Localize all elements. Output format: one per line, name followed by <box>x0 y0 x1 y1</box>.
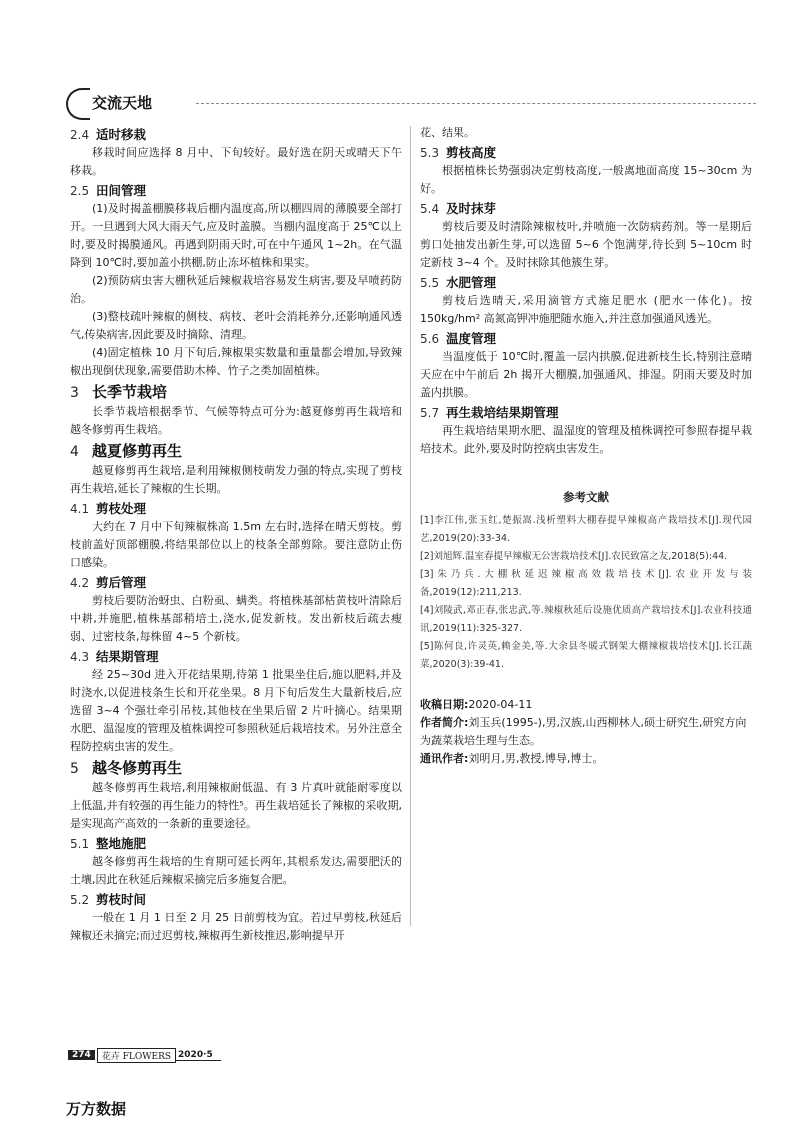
subsection-heading <box>420 144 752 162</box>
received-label: 收稿日期: <box>420 698 469 711</box>
heading-title: 温度管理 <box>446 331 497 346</box>
body-paragraph: 剪枝后要及时清除辣椒枝叶,并喷施一次防病药剂。等一星期后剪口处抽发出新生芽,可以选留 5~6 个饱满芽,待长到 5~10cm 时定新枝 3~4 个。及时抹除其他簇生芽。 <box>420 220 752 269</box>
subsection-heading <box>420 404 752 422</box>
body-paragraph: 越冬修剪再生栽培的生育期可延长两年,其根系发达,需要肥沃的土壤,因此在秋延后辣椒采摘完后多施复合肥。 <box>70 855 402 886</box>
heading-number: 5.1 <box>70 837 90 851</box>
references-title: 参考文献 <box>563 490 609 504</box>
heading-number: 4 <box>70 444 79 460</box>
body-paragraph: (3)整枝疏叶辣椒的侧枝、病枝、老叶会消耗养分,还影响通风透气,传染病害,因此要及时摘除、清理。 <box>70 310 402 341</box>
heading-title: 剪后管理 <box>96 575 147 590</box>
heading-number: 5.5 <box>420 276 440 290</box>
subsection-heading <box>70 500 402 518</box>
reference-item: [3]朱乃兵.大棚秋延迟辣椒高效栽培技术[J].农业开发与装备,2019(12):211,213. <box>420 569 752 598</box>
section-heading <box>70 383 402 402</box>
body-paragraph: 长季节栽培根据季节、气候等特点可分为:越夏修剪再生栽培和越冬修剪再生栽培。 <box>70 405 402 436</box>
section-heading <box>70 759 402 778</box>
heading-title: 适时移栽 <box>96 127 147 142</box>
section-title: 交流天地 <box>92 94 153 112</box>
body-paragraph: 大约在 7 月中下旬辣椒株高 1.5m 左右时,选择在晴天剪枝。剪枝前盖好顶部棚膜,将结果部位以上的枝条全部剪除。要注意防止伤口感染。 <box>70 520 402 569</box>
contact-label: 通讯作者: <box>420 752 469 765</box>
subsection-heading <box>420 330 752 348</box>
right-column-body <box>420 124 752 458</box>
author-label: 作者简介: <box>420 716 469 729</box>
subsection-heading <box>70 182 402 200</box>
heading-number: 3 <box>70 385 79 401</box>
heading-number: 4.1 <box>70 502 90 516</box>
heading-title: 整地施肥 <box>96 836 147 851</box>
subsection-heading <box>420 200 752 218</box>
subsection-heading <box>70 648 402 666</box>
heading-number: 4.2 <box>70 576 90 590</box>
heading-number: 5.6 <box>420 332 440 346</box>
heading-title: 及时抹芽 <box>446 201 497 216</box>
corresponding-author <box>420 750 752 768</box>
heading-number: 2.4 <box>70 128 90 142</box>
heading-number: 5.3 <box>420 146 440 160</box>
subsection-heading <box>70 891 402 909</box>
header-arc-decoration <box>66 88 90 120</box>
section-header <box>66 84 756 120</box>
heading-title: 越夏修剪再生 <box>92 442 183 460</box>
body-paragraph: 花、结果。 <box>420 126 475 139</box>
reference-item: [4]刘陵武,邓正春,张忠武,等.辣椒秋延后设施优质高产栽培技术[J].农业科技通讯,2019(11):325-327. <box>420 605 752 634</box>
subsection-heading <box>70 835 402 853</box>
heading-title: 再生栽培结果期管理 <box>446 405 559 420</box>
subsection-heading <box>420 274 752 292</box>
heading-title: 长季节栽培 <box>92 383 168 401</box>
heading-title: 剪枝高度 <box>446 145 497 160</box>
article-info <box>420 696 752 768</box>
watermark: 万方数据 <box>66 1100 127 1118</box>
received-value: 2020-04-11 <box>468 698 533 711</box>
author-value: 刘玉兵(1995-),男,汉族,山西柳林人,硕士研究生,研究方向为蔬菜栽培生理与生态。 <box>420 716 747 747</box>
received-date <box>420 696 752 714</box>
body-paragraph: 经 25~30d 进入开花结果期,待第 1 批果坐住后,施以肥料,并及时浇水,以促进枝条生长和开花坐果。8 月下旬后发生大量新枝后,应选留 3~4 个强壮牵引吊枝,其他枝在坐果后留 2 片叶摘心。结果期水肥、温湿度的管理及植株调控可参照秋延后栽培技术。另外注意全程防控病虫害的发生。 <box>70 668 402 753</box>
heading-number: 5.7 <box>420 406 440 420</box>
header-dashed-rule <box>196 103 756 104</box>
page-footer <box>68 1048 221 1062</box>
body-paragraph: 移栽时间应选择 8 月中、下旬较好。最好选在阴天或晴天下午移栽。 <box>70 146 402 177</box>
author-info <box>420 714 752 750</box>
reference-item: [5]陈何良,许灵英,赖金美,等.大余县冬暖式钢架大棚辣椒栽培技术[J].长江蔬菜,2020(3):39-41. <box>420 641 752 670</box>
heading-number: 5 <box>70 761 79 777</box>
body-paragraph: (4)固定植株 10 月下旬后,辣椒果实数量和重量都会增加,导致辣椒出现倒伏现象,需要借助木棒、竹子之类加固植株。 <box>70 346 402 377</box>
heading-number: 2.5 <box>70 184 90 198</box>
body-paragraph: 越冬修剪再生栽培,利用辣椒耐低温、有 3 片真叶就能耐零度以上低温,并有较强的再生能力的特性⁵。再生栽培延长了辣椒的采收期,是实现高产高效的一条新的重要途径。 <box>70 781 402 830</box>
left-column <box>70 124 402 945</box>
issue-number: 2020·5 <box>176 1050 221 1061</box>
subsection-heading <box>70 574 402 592</box>
column-divider <box>410 126 411 926</box>
heading-number: 4.3 <box>70 650 90 664</box>
reference-item: [1]李江伟,张玉红,楚振嵩.浅析塑料大棚春提早辣椒高产栽培技术[J].现代园艺,2019(20):33-34. <box>420 515 752 544</box>
body-paragraph: 一般在 1 月 1 日至 2 月 25 日前剪枝为宜。若过早剪枝,秋延后辣椒还未摘完;而过迟剪枝,辣椒再生新枝推迟,影响提早开 <box>70 911 402 942</box>
body-paragraph: 再生栽培结果期水肥、温湿度的管理及植株调控可参照春提早栽培技术。此外,要及时防控病虫害发生。 <box>420 424 752 455</box>
page-number: 274 <box>68 1050 95 1060</box>
body-paragraph: 剪枝后要防治蚜虫、白粉虱、螨类。将植株基部枯黄枝叶清除后中耕,并施肥,植株基部稍培土,浇水,促发新枝。发出新枝后疏去瘦弱、过密枝条,每株留 4~5 个新枝。 <box>70 594 402 643</box>
body-paragraph: 当温度低于 10℃时,覆盖一层内拱膜,促进新枝生长,特别注意晴天应在中午前后 2h 揭开大棚膜,加强通风、排湿。阴雨天要及时加盖内拱膜。 <box>420 350 752 399</box>
heading-number: 5.2 <box>70 893 90 907</box>
heading-title: 田间管理 <box>96 183 147 198</box>
section-heading <box>70 442 402 461</box>
heading-title: 越冬修剪再生 <box>92 759 183 777</box>
subsection-heading <box>70 126 402 144</box>
body-paragraph: 越夏修剪再生栽培,是利用辣椒侧枝萌发力强的特点,实现了剪枝再生栽培,延长了辣椒的生长期。 <box>70 464 402 495</box>
heading-title: 剪枝时间 <box>96 892 147 907</box>
references-list <box>420 512 752 674</box>
reference-item: [2]刘旭辉.温室春提早辣椒无公害栽培技术[J].农民致富之友,2018(5):44. <box>420 551 728 562</box>
heading-number: 5.4 <box>420 202 440 216</box>
body-paragraph: (2)预防病虫害大棚秋延后辣椒栽培容易发生病害,要及早喷药防治。 <box>70 274 402 305</box>
body-paragraph: 剪枝后选晴天,采用滴管方式施足肥水 (肥水一体化)。按 150kg/hm² 高氮高钾冲施肥随水施入,并注意加强通风透光。 <box>420 294 752 325</box>
body-paragraph: (1)及时揭盖棚膜移栽后棚内温度高,所以棚四周的薄膜要全部打开。一旦遇到大风大雨天气,应及时盖膜。当棚内温度高于 25℃以上时,要及时揭膜通风。再遇到阴雨天时,可在中午通风 1~2h。在气温降到 10℃时,要加盖小拱棚,防止冻坏植株和果实。 <box>70 202 402 269</box>
right-column <box>420 124 752 768</box>
heading-title: 水肥管理 <box>446 275 497 290</box>
heading-title: 剪枝处理 <box>96 501 147 516</box>
heading-title: 结果期管理 <box>96 649 159 664</box>
contact-value: 刘明月,男,教授,博导,博士。 <box>468 752 604 765</box>
body-paragraph: 根据植株长势强弱决定剪枝高度,一般离地面高度 15~30cm 为好。 <box>420 164 752 195</box>
magazine-name: 花卉 FLOWERS <box>97 1048 176 1063</box>
